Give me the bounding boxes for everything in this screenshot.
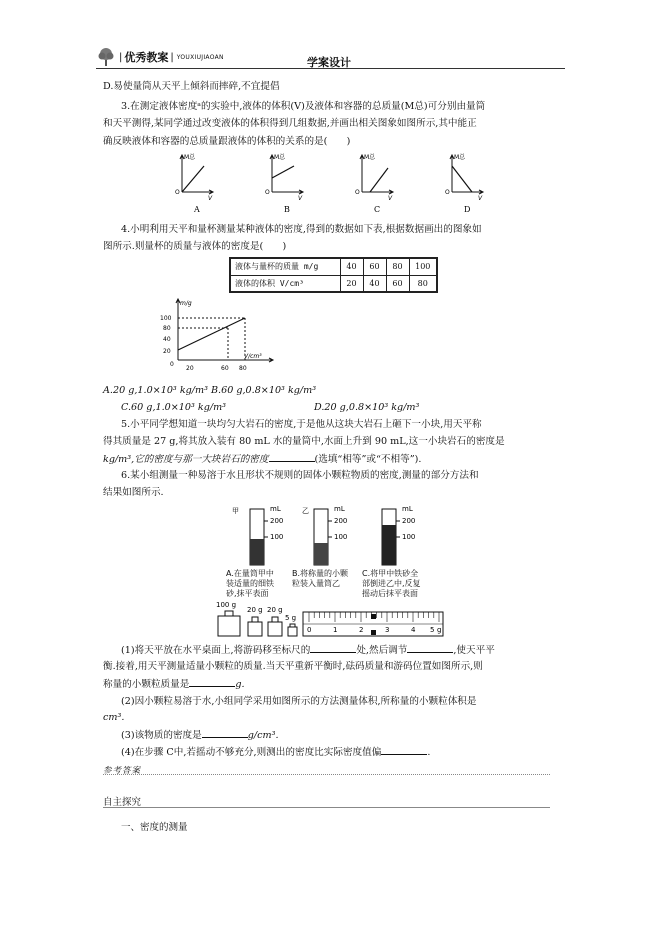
q3-line2: 和天平测得,某同学通过改变液体的体积得到几组数据,并画出相关图象如图所示,其中能正: [103, 118, 477, 129]
svg-text:20 g: 20 g: [247, 606, 263, 614]
svg-text:V: V: [298, 195, 303, 202]
q6-line2: 结果如图所示.: [103, 487, 164, 498]
rider-marker: [371, 630, 376, 635]
q6-s1-line3: 称量的小颗粒质量是 g.: [103, 679, 245, 690]
q2-option-d: D.易使量筒从天平上倾斜而摔碎,不宜提倡: [103, 81, 280, 92]
scale-tick-label: 3: [385, 626, 390, 634]
q6-s2-line2: cm³.: [103, 712, 125, 723]
table-cell: 40: [363, 275, 386, 292]
scale-unit: g: [437, 626, 442, 634]
q4-ytick: 80: [163, 325, 171, 332]
weight-20g: [267, 606, 283, 636]
q5-line3: [103, 453, 421, 466]
cylinder-c: [382, 505, 415, 565]
q5-line2: 得其质量是 27 g,将其放入装有 80 mL 水的量筒中,水面上升到 90 mL,这一小块岩石的密度是: [103, 436, 505, 447]
q4-graph-ylabel: m/g: [180, 300, 192, 307]
cylinder-jia: [232, 505, 283, 565]
q6-s1-line1: (1)将天平放在水平桌面上,将游码移至标尺的 处,然后调节 ,使天平平: [121, 645, 495, 656]
q3-graphs: [170, 152, 483, 214]
cyl-caption-c: C.将甲中铁砂全 部倒进乙中,反复 摇动后抹平表面: [362, 569, 421, 598]
table-row: [230, 275, 437, 292]
table-row-head: 液体与量杯的质量 m/g: [230, 258, 340, 275]
q3-graph-d: [445, 153, 483, 202]
blank-3: [189, 678, 235, 687]
q3-label-b: B: [284, 205, 290, 214]
header-title: 学案设计: [307, 56, 351, 69]
cyl-tick: 200: [402, 517, 416, 525]
rider-marker: [371, 614, 376, 619]
svg-text:M总: M总: [184, 154, 196, 161]
scale-tick-label: 4: [411, 626, 416, 634]
q4-ytick: 40: [163, 336, 171, 343]
svg-text:5 g: 5 g: [285, 614, 297, 622]
q5-line3b: (选填“相等”或“不相等”).: [314, 454, 422, 465]
cyl-tick: 200: [334, 517, 348, 525]
q3-label-d: D: [464, 205, 471, 214]
header-logo: | 优秀教案 | YOUXIUJIAOAN: [96, 47, 224, 67]
scale-tick-label: 5: [430, 626, 435, 634]
q4-ytick: 100: [160, 315, 172, 322]
scale-tick-label: 0: [307, 626, 312, 634]
logo-text: 优秀教案: [124, 51, 169, 64]
table-cell: 80: [386, 258, 409, 275]
cyl-unit: mL: [334, 505, 345, 513]
table-cell: 20: [340, 275, 363, 292]
blank-1: [310, 644, 356, 653]
q4-origin: 0: [170, 361, 174, 368]
svg-text:V: V: [388, 195, 393, 202]
svg-text:20 g: 20 g: [267, 606, 283, 614]
cyl-caption-b: B.将称量的小颗 粒装入量筒乙: [292, 569, 349, 588]
cyl-tick: 100: [402, 533, 416, 541]
section-rule: [103, 807, 550, 808]
table-cell: 80: [409, 275, 437, 292]
svg-text:O: O: [355, 189, 360, 196]
q4-option-c: C.60 g,1.0×10³ kg/m³: [121, 402, 227, 413]
blank-2: [407, 644, 453, 653]
q3-graph-c: [355, 153, 393, 202]
q6-line1: 6.某小组测量一种易溶于水且形状不规则的固体小颗粒物质的密度,测量的部分方法和: [121, 470, 479, 481]
dotted-divider: [103, 774, 550, 775]
table-row: [230, 258, 437, 275]
table-cell: 100: [409, 258, 437, 275]
subsection-title: 一、密度的测量: [121, 822, 188, 833]
logo-subtext: YOUXIUJIAOAN: [176, 53, 224, 61]
table-cell: 40: [340, 258, 363, 275]
table-row-head: 液体的体积 V/cm³: [230, 275, 340, 292]
q3-line3: 确反映液体和容器的总质量跟液体的体积的关系的是( ): [103, 136, 351, 147]
q3-graph-b: [265, 153, 303, 202]
svg-text:V: V: [478, 195, 483, 202]
cyl-label: 甲: [232, 507, 239, 515]
q3-label-c: C: [374, 205, 381, 214]
q4-option-d: D.20 g,0.8×10³ kg/m³: [314, 402, 420, 413]
q6-s2-line1: (2)因小颗粒易溶于水,小组同学采用如图所示的方法测量体积,所称量的小颗粒体积是: [121, 696, 477, 707]
q4-data-table: [229, 257, 438, 293]
cyl-caption-a: A.在量筒甲中 装适量的细铁 砂,抹平表面: [226, 569, 274, 598]
cyl-unit: mL: [402, 505, 413, 513]
q3-line1: 3.在测定液体密度ᵃ的实验中,液体的体积(V)及液体和容器的总质量(M总)可分别由量筒: [121, 101, 486, 112]
weight-20g: [247, 606, 263, 636]
q6-weights-and-scale: [208, 598, 448, 642]
q5-line3a: kg/m³,它的密度与那一大块岩石的密度: [103, 454, 269, 465]
scale-tick-label: 2: [359, 626, 364, 634]
tree-logo-icon: [96, 47, 116, 67]
q4-xtick: 60: [221, 365, 229, 372]
svg-text:O: O: [265, 189, 270, 196]
q6-s3: (3)该物质的密度是 g/cm³.: [121, 730, 279, 741]
q4-options-ab: A.20 g,1.0×10³ kg/m³ B.60 g,0.8×10³ kg/m³: [103, 385, 317, 396]
q3-label-a: A: [194, 205, 200, 214]
weight-5g: [285, 614, 297, 636]
q4-ytick: 20: [163, 348, 171, 355]
cyl-tick: 100: [270, 533, 284, 541]
q3-origin-a: O: [175, 189, 180, 196]
q6-s4: (4)在步骤 C中,若摇动不够充分,则测出的密度比实际密度值偏 .: [121, 747, 431, 758]
svg-text:M总: M总: [364, 154, 376, 161]
cyl-unit: mL: [270, 505, 281, 513]
blank-5: [202, 729, 248, 738]
q4-graph-xlabel: V/cm³: [244, 353, 262, 360]
svg-text:M总: M总: [454, 154, 466, 161]
q4-graph: [150, 296, 280, 378]
blank-6: [381, 746, 427, 755]
cyl-tick: 200: [270, 517, 284, 525]
cyl-label: 乙: [302, 507, 309, 515]
cylinder-yi: [302, 505, 347, 565]
q3-graph-a: [175, 153, 213, 202]
svg-text:O: O: [445, 189, 450, 196]
table-cell: 60: [386, 275, 409, 292]
header-rule: [96, 68, 565, 69]
svg-text:M总: M总: [274, 154, 286, 161]
q4-line2: 图所示.则量杯的质量与液体的密度是( ): [103, 241, 287, 252]
section-title: 自主探究: [103, 797, 142, 808]
weight-100g: [216, 601, 240, 636]
q5-blank: [269, 453, 315, 462]
q6-s1-line2: 衡.接着,用天平测量适量小颗粒的质量.当天平重新平衡时,砝码质量和游码位置如图所示,则: [103, 661, 483, 672]
svg-text:100 g: 100 g: [216, 601, 237, 609]
q4-xtick: 20: [186, 365, 194, 372]
q4-xtick: 80: [239, 365, 247, 372]
q4-line1: 4.小明利用天平和量杯测量某种液体的密度,得到的数据如下表,根据数据画出的图象如: [121, 224, 482, 235]
svg-text:V: V: [208, 195, 213, 202]
cyl-tick: 100: [334, 533, 348, 541]
scale-tick-label: 1: [333, 626, 338, 634]
q5-line1: 5.小平同学想知道一块均匀大岩石的密度,于是他从这块大岩石上砸下一小块,用天平称: [121, 419, 482, 430]
table-cell: 60: [363, 258, 386, 275]
answer-label: 参考答案: [103, 766, 142, 776]
q6-cylinders: [224, 503, 434, 569]
